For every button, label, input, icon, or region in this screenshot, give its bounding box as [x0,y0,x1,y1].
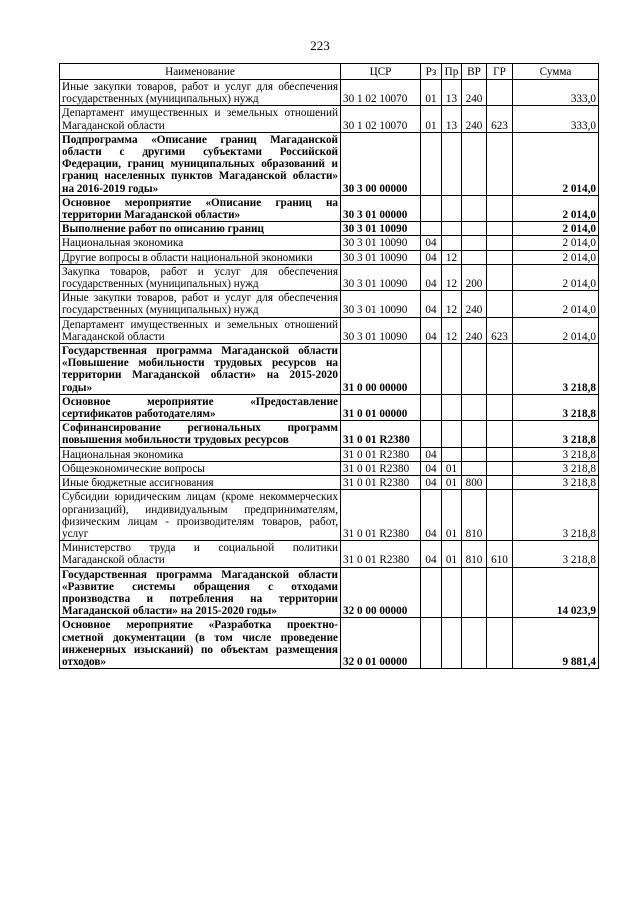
cell-name: Государственная программа Магаданской области «Повышение мобильности трудовых ресурсов на территории Магаданской области» на 2015-2020 годы» [60,344,341,395]
cell-csr: 32 0 01 00000 [341,618,421,669]
table-row [60,541,599,567]
cell-sum: 2 014,0 [513,132,599,195]
cell-csr: 30 3 00 00000 [341,132,421,195]
cell-sum: 2 014,0 [513,264,599,290]
cell-sum: 14 023,9 [513,567,599,618]
table-row [60,476,599,490]
cell-gr [487,264,513,290]
cell-name: Национальная экономика [60,447,341,461]
cell-rz: 04 [421,250,442,264]
budget-table [59,63,599,669]
table-row [60,344,599,395]
cell-csr: 31 0 01 00000 [341,394,421,420]
cell-pr [442,618,462,669]
cell-vr: 240 [462,106,487,132]
cell-pr: 01 [442,490,462,541]
cell-csr: 30 3 01 10090 [341,291,421,317]
cell-gr [487,250,513,264]
table-row [60,195,599,221]
cell-name: Иные закупки товаров, работ и услуг для обеспечения государственных (муниципальных) нужд [60,80,341,106]
table-row [60,421,599,447]
cell-gr [487,567,513,618]
cell-gr [487,476,513,490]
cell-sum: 9 881,4 [513,618,599,669]
cell-csr: 30 1 02 10070 [341,106,421,132]
cell-csr: 30 3 01 10090 [341,317,421,343]
table-row [60,447,599,461]
cell-name: Основное мероприятие «Предоставление сертификатов работодателям» [60,394,341,420]
table-row [60,567,599,618]
cell-csr: 30 1 02 10070 [341,80,421,106]
table-header-row [60,64,599,80]
cell-csr: 31 0 01 R2380 [341,476,421,490]
cell-name: Подпрограмма «Описание границ Магаданской области с другими субъектами Российской Федерации, границ муниципальных образований и границ населенных пунктов Магаданской области» на 2016-2019 годы» [60,132,341,195]
table-row [60,317,599,343]
cell-pr: 12 [442,264,462,290]
cell-pr [442,421,462,447]
cell-csr: 31 0 00 00000 [341,344,421,395]
cell-name: Закупка товаров, работ и услуг для обеспечения государственных (муниципальных) нужд [60,264,341,290]
cell-gr [487,80,513,106]
cell-vr: 810 [462,541,487,567]
cell-csr: 31 0 01 R2380 [341,490,421,541]
cell-sum: 2 014,0 [513,195,599,221]
cell-gr [487,344,513,395]
cell-name: Основное мероприятие «Описание границ на территории Магаданской области» [60,195,341,221]
cell-gr: 623 [487,106,513,132]
cell-sum: 2 014,0 [513,317,599,343]
cell-pr: 13 [442,80,462,106]
cell-rz: 04 [421,476,442,490]
cell-gr [487,461,513,475]
cell-sum: 333,0 [513,80,599,106]
table-row [60,80,599,106]
cell-vr [462,567,487,618]
cell-gr [487,447,513,461]
cell-pr: 01 [442,476,462,490]
page-number: 223 [310,38,330,53]
cell-csr: 31 0 01 R2380 [341,447,421,461]
cell-pr [442,132,462,195]
cell-gr [487,195,513,221]
cell-csr: 30 3 01 10090 [341,222,421,236]
header-rz: Рз [421,64,442,80]
cell-rz [421,567,442,618]
cell-vr: 800 [462,476,487,490]
cell-gr: 623 [487,317,513,343]
cell-rz: 01 [421,106,442,132]
cell-vr: 240 [462,291,487,317]
cell-rz [421,132,442,195]
cell-rz: 01 [421,80,442,106]
cell-name: Министерство труда и социальной политики Магаданской области [60,541,341,567]
cell-name: Выполнение работ по описанию границ [60,222,341,236]
header-name: Наименование [60,64,341,80]
cell-vr: 200 [462,264,487,290]
cell-rz: 04 [421,541,442,567]
cell-name: Иные бюджетные ассигнования [60,476,341,490]
cell-vr: 810 [462,490,487,541]
cell-rz: 04 [421,317,442,343]
table-body [60,80,599,669]
cell-vr [462,344,487,395]
cell-vr [462,250,487,264]
table-row [60,236,599,250]
table-row [60,461,599,475]
cell-vr [462,461,487,475]
cell-vr [462,195,487,221]
cell-gr: 610 [487,541,513,567]
cell-name: Иные закупки товаров, работ и услуг для обеспечения государственных (муниципальных) нужд [60,291,341,317]
cell-rz [421,618,442,669]
cell-pr: 01 [442,461,462,475]
cell-name: Субсидии юридическим лицам (кроме некоммерческих организаций), индивидуальным предпринимателям, физическим лицам - производителям товаров, работ, услуг [60,490,341,541]
cell-pr [442,222,462,236]
cell-pr: 12 [442,317,462,343]
cell-csr: 31 0 01 R2380 [341,421,421,447]
cell-name: Общеэкономические вопросы [60,461,341,475]
header-csr: ЦСР [341,64,421,80]
cell-vr [462,421,487,447]
cell-sum: 2 014,0 [513,250,599,264]
cell-sum: 3 218,8 [513,541,599,567]
cell-gr [487,222,513,236]
cell-csr: 32 0 00 00000 [341,567,421,618]
table-row [60,394,599,420]
cell-vr [462,132,487,195]
cell-gr [487,236,513,250]
cell-sum: 2 014,0 [513,236,599,250]
cell-csr: 30 3 01 10090 [341,250,421,264]
table-row [60,132,599,195]
cell-name: Государственная программа Магаданской области «Развитие системы обращения с отходами производства и потребления на территории Магаданской области» на 2015-2020 годы» [60,567,341,618]
cell-sum: 2 014,0 [513,222,599,236]
cell-gr [487,421,513,447]
cell-pr: 01 [442,541,462,567]
cell-gr [487,618,513,669]
cell-name: Софинансирование региональных программ повышения мобильности трудовых ресурсов [60,421,341,447]
cell-vr [462,447,487,461]
header-sum: Сумма [513,64,599,80]
cell-pr [442,195,462,221]
cell-rz [421,195,442,221]
cell-gr [487,490,513,541]
cell-rz [421,222,442,236]
cell-rz [421,344,442,395]
cell-vr [462,618,487,669]
cell-pr [442,394,462,420]
cell-name: Департамент имущественных и земельных отношений Магаданской области [60,317,341,343]
cell-gr [487,394,513,420]
table-row [60,291,599,317]
header-pr: Пр [442,64,462,80]
cell-rz [421,421,442,447]
cell-pr [442,236,462,250]
cell-csr: 30 3 01 10090 [341,236,421,250]
cell-sum: 3 218,8 [513,461,599,475]
cell-rz [421,394,442,420]
cell-sum: 3 218,8 [513,476,599,490]
cell-sum: 3 218,8 [513,447,599,461]
cell-rz: 04 [421,447,442,461]
cell-pr: 13 [442,106,462,132]
cell-csr: 31 0 01 R2380 [341,461,421,475]
cell-sum: 333,0 [513,106,599,132]
header-vr: ВР [462,64,487,80]
cell-rz: 04 [421,490,442,541]
cell-name: Департамент имущественных и земельных отношений Магаданской области [60,106,341,132]
cell-rz: 04 [421,236,442,250]
cell-vr [462,394,487,420]
cell-vr [462,222,487,236]
cell-sum: 3 218,8 [513,490,599,541]
cell-sum: 3 218,8 [513,421,599,447]
cell-sum: 3 218,8 [513,394,599,420]
cell-name: Основное мероприятие «Разработка проектно-сметной документации (в том числе проведение инженерных изысканий) по объектам размещения отходов» [60,618,341,669]
table-row [60,618,599,669]
table-row [60,222,599,236]
cell-gr [487,291,513,317]
cell-pr [442,447,462,461]
cell-vr: 240 [462,317,487,343]
cell-vr: 240 [462,80,487,106]
cell-sum: 3 218,8 [513,344,599,395]
cell-name: Национальная экономика [60,236,341,250]
cell-sum: 2 014,0 [513,291,599,317]
table-row [60,264,599,290]
table-row [60,490,599,541]
cell-rz: 04 [421,461,442,475]
cell-pr [442,567,462,618]
cell-gr [487,132,513,195]
cell-rz: 04 [421,264,442,290]
cell-csr: 30 3 01 10090 [341,264,421,290]
table-row [60,250,599,264]
header-gr: ГР [487,64,513,80]
cell-pr [442,344,462,395]
cell-rz: 04 [421,291,442,317]
cell-vr [462,236,487,250]
cell-name: Другие вопросы в области национальной экономики [60,250,341,264]
cell-pr: 12 [442,250,462,264]
table-row [60,106,599,132]
cell-pr: 12 [442,291,462,317]
cell-csr: 30 3 01 00000 [341,195,421,221]
cell-csr: 31 0 01 R2380 [341,541,421,567]
